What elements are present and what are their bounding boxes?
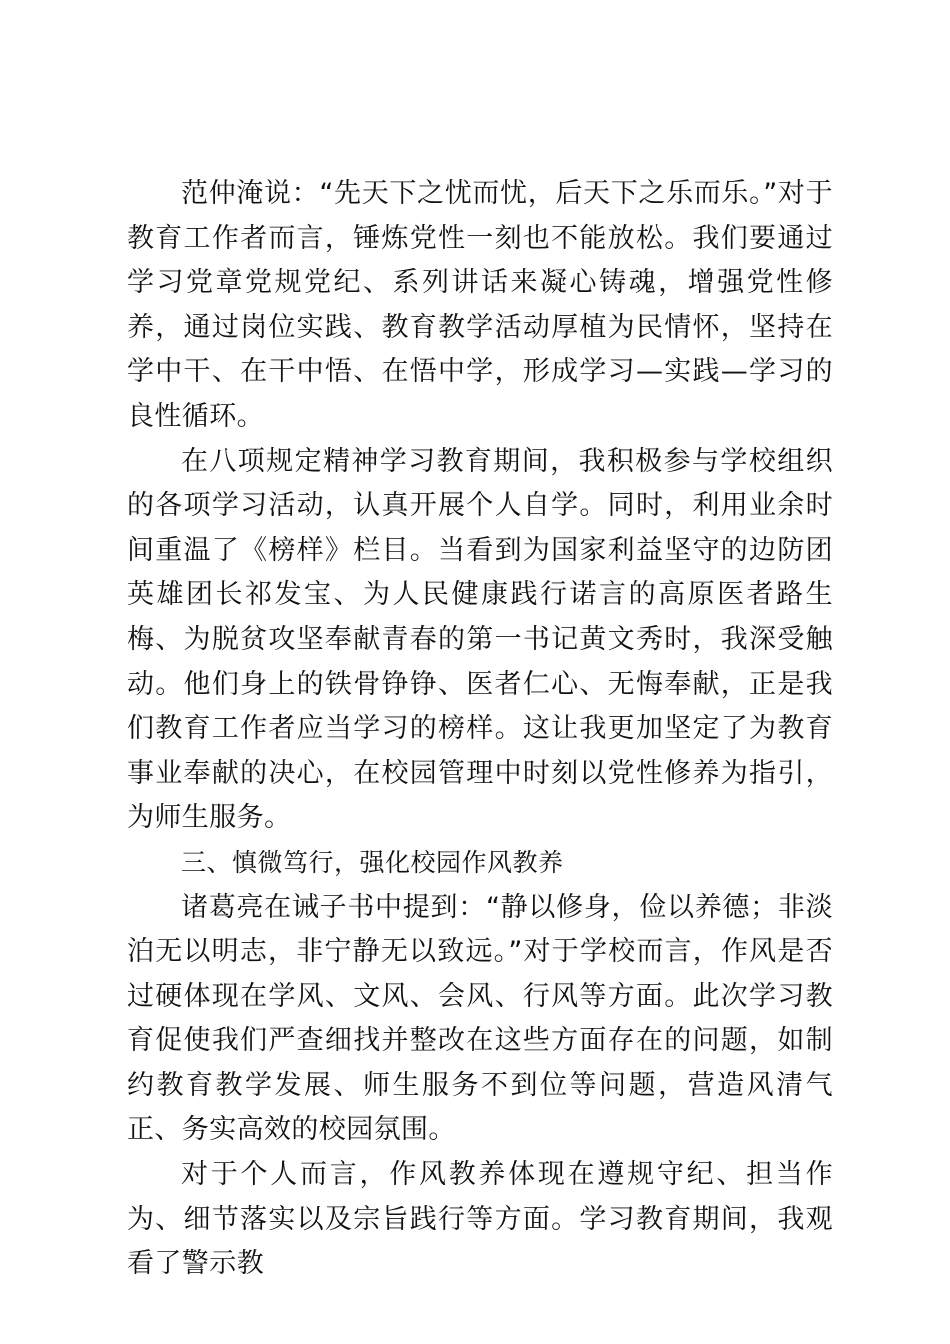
document-body: [127, 172, 833, 1287]
paragraph-personal-style: 对于个人而言，作风教养体现在遵规守纪、担当作为、细节落实以及宗旨践行等方面。学习教育期间，我观看了警示教: [127, 1159, 833, 1280]
paragraph-study-activities: 在八项规定精神学习教育期间，我积极参与学校组织的各项学习活动，认真开展个人自学。同时，利用业余时间重温了《榜样》栏目。当看到为国家利益坚守的边防团英雄团长祁发宝、为人民健康践行诺言的高原医者路生梅、为脱贫攻坚奉献青春的第一书记黄文秀时，我深受触动。他们身上的铁骨铮铮、医者仁心、无悔奉献，正是我们教育工作者应当学习的榜样。这让我更加坚定了为教育事业奉献的决心，在校园管理中时刻以党性修养为指引，为师生服务。: [127, 445, 833, 834]
paragraph-party-spirit: 范仲淹说：“先天下之忧而忧，后天下之乐而乐。”对于教育工作者而言，锤炼党性一刻也不能放松。我们要通过学习党章党规党纪、系列讲话来凝心铸魂，增强党性修养，通过岗位实践、教育教学活动厚植为民情怀，坚持在学中干、在干中悟、在悟中学，形成学习—实践—学习的良性循环。: [127, 178, 833, 432]
section-heading: 三、慎微笃行，强化校园作风教养: [181, 847, 564, 877]
paragraph-school-style: 诸葛亮在诫子书中提到：“静以修身，俭以养德；非淡泊无以明志，非宁静无以致远。”对于学校而言，作风是否过硬体现在学风、文风、会风、行风等方面。此次学习教育促使我们严查细找并整改在这些方面存在的问题，如制约教育教学发展、师生服务不到位等问题，营造风清气正、务实高效的校园氛围。: [127, 891, 833, 1146]
